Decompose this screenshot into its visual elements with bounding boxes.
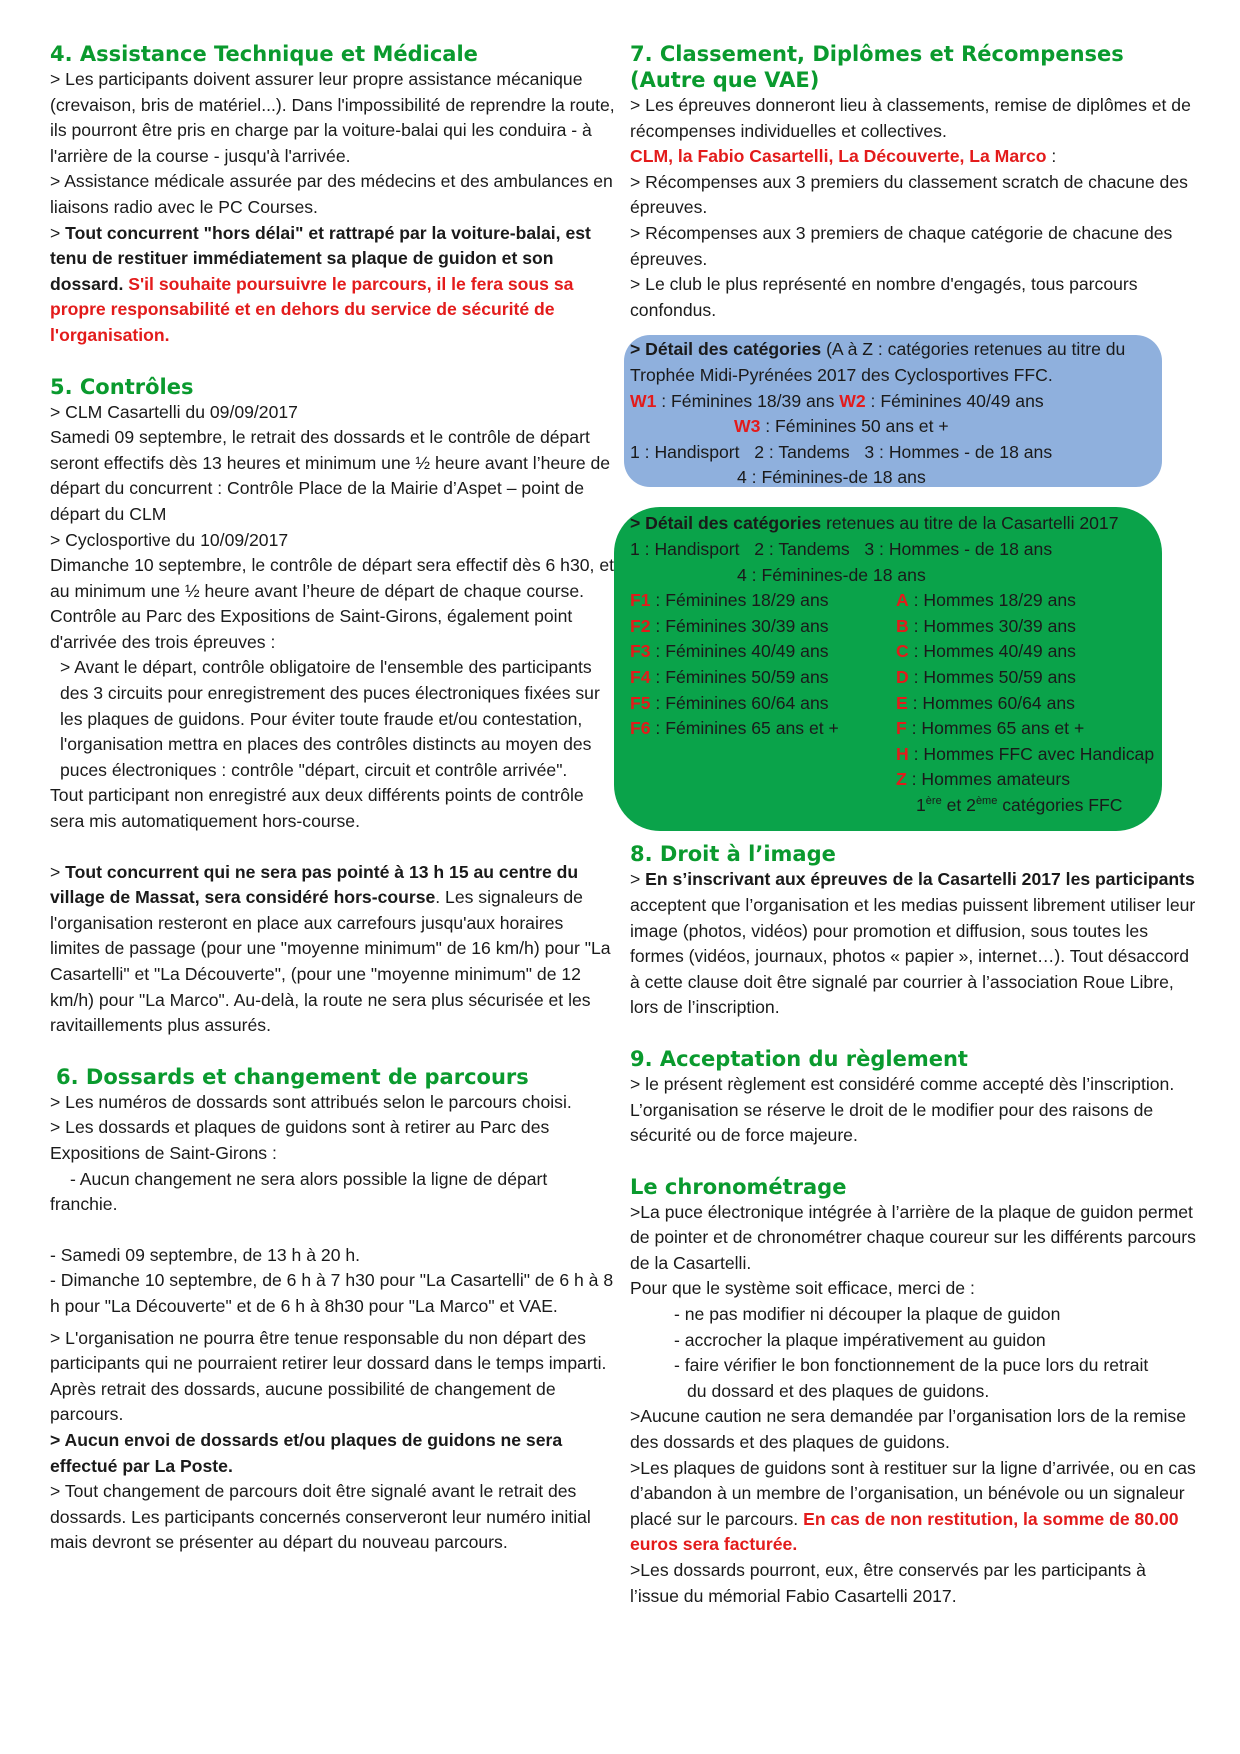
massat-paragraph: > Tout concurrent qui ne sera pas pointé à 13 h 15 au centre du village de Massat, sera considéré hors-course. Les signaleurs de l'organisation resteront en place aux carrefours jusqu'aux horaires limites de passage (pour une "moyenne minimum" de 16 km/h) pour "La Casartelli" et "La Découverte", (pour une "moyenne minimum" de 12 km/h) pour "La Marco". Au-delà, la route ne sera plus sécurisée et les ravitaillements plus assurés. [50,861,611,1036]
section-title-assistance: 4. Assistance Technique et Médicale [50,42,478,66]
section-title-acceptation: 9. Acceptation du règlement [630,1046,968,1071]
dossards-dimanche-text: - Dimanche 10 septembre, de 6 h à 7 h30 pour "La Casartelli" de 6 h à 8 h pour "La Découverte" et de 6 h à 8h30 pour "La Marco" et VAE. [50,1270,614,1316]
category-row: F3 : Féminines 40/49 ans C : Hommes 40/49 ans [630,641,1076,662]
section-acceptation [630,1046,1196,1149]
hors-delai-bold: Tout concurrent "hors délai" et rattrapé par la voiture-balai, est tenu de restituer immédiatement sa plaque de guidon et son dossard. [50,222,591,294]
chrono-restitution-text: >Les plaques de guidons sont à restituer sur la ligne d’arrivée, ou en cas d’abandon à un membre de l’organisation, un bénévole ou un signaleur placé sur le parcours. En cas de non restitution, la somme de 80.00 euros sera facturée. [630,1457,1196,1555]
category-z-detail: 1ère et 2ème catégories FFC [916,794,1123,815]
acceptation-text: > le présent règlement est considéré comme accepté dès l’inscription. L’organisation se réserve le droit de le modifier pour des raisons de sécurité ou de force majeure. [630,1073,1175,1146]
assistance-mecanique-text: > Les participants doivent assurer leur propre assistance mécanique (crevaison, bris de matériel...). Dans l'impossibilité de reprendre la route, ils pourront être pris en charge par la voiture-balai qui les conduira - à l'arrière de la course - jusqu'à l'arrivée. [50,69,615,166]
categories-handisport-line: 1 : Handisport 2 : Tandems 3 : Hommes - de 18 ans [630,538,1053,559]
categories-w1-w2: W1 : Féminines 18/39 ans W2 : Féminines 40/49 ans [630,390,1044,411]
category-row: F2 : Féminines 30/39 ans B : Hommes 30/39 ans [630,615,1076,636]
right-column [630,41,1196,1609]
section-title-dossards: 6. Dossards et changement de parcours [56,1064,529,1089]
non-enregistre-text: Tout participant non enregistré aux deux différents points de contrôle sera mis automatiquement hors-course. [50,785,584,832]
section-subtitle-classement: (Autre que VAE) [630,68,820,92]
category-row: F1 : Féminines 18/29 ans A : Hommes 18/29 ans [630,590,1076,611]
section-dossards [50,1064,618,1556]
category-row: F5 : Féminines 60/64 ans E : Hommes 60/64 ans [630,692,1075,713]
dossards-retrait-text: > Les dossards et plaques de guidons sont à retirer au Parc des Expositions de Saint-Girons : [50,1117,550,1163]
dossards-changement-text: - Aucun changement ne sera alors possible la ligne de départ franchie. [50,1168,548,1215]
recompenses-categorie-text: > Récompenses aux 3 premiers de chaque catégorie de chacune des épreuves. [630,222,1173,269]
recompenses-scratch-text: > Récompenses aux 3 premiers du classement scratch de chacune des épreuves. [630,171,1188,218]
section-chronometrage [630,1174,1196,1610]
dossards-numeros-text: > Les numéros de dossards sont attribués selon le parcours choisi. [50,1091,572,1112]
assistance-medicale-text: > Assistance médicale assurée par des médecins et des ambulances en liaisons radio avec le PC Courses. [50,171,613,217]
section-classement [630,41,1196,323]
categories-feminines-u18: 4 : Féminines-de 18 ans [737,467,926,488]
section-controles [50,374,618,1039]
clm-heading: > CLM Casartelli du 09/09/2017 [50,401,298,422]
left-column [50,41,618,1556]
la-poste-text: > Aucun envoi de dossards et/ou plaques de guidons ne sera effectué par La Poste. [50,1429,563,1476]
chrono-bullet-3: - faire vérifier le bon fonctionnement de la puce lors du retrait [674,1355,1149,1376]
chrono-bullet-3-cont: du dossard et des plaques de guidons. [687,1380,990,1401]
classement-intro-text: > Les épreuves donneront lieu à classements, remise de diplômes et de récompenses individuelles et collectives. [630,95,1191,141]
chrono-caution-text: >Aucune caution ne sera demandée par l’organisation lors de la remise des dossards et des plaques de guidons. [630,1406,1187,1453]
epreuves-list: CLM, la Fabio Casartelli, La Découverte, La Marco : [630,146,1057,167]
chrono-dossards-text: >Les dossards pourront, eux, être conservés par les participants à l’issue du mémorial Fabio Casartelli 2017. [630,1560,1146,1606]
changement-parcours-text: > Tout changement de parcours doit être signalé avant le retrait des dossards. Les participants concernés conserveront leur numéro initial mais devront se présenter au départ du nouveau parcours. [50,1481,591,1553]
controle-obligatoire-text: > Avant le départ, contrôle obligatoire de l'ensemble des participants des 3 circuits pour enregistrement des puces électroniques fixées sur les plaques de guidons. Pour éviter toute fraude et/ou contestation, l'organisation mettra en places des contrôles distincts au moyen des puces électroniques : contrôle "départ, circuit et contrôle arrivée". [60,657,600,780]
categories-ffc-box [624,335,1162,487]
categories-handisport-line: 1 : Handisport 2 : Tandems 3 : Hommes - de 18 ans [630,441,1053,462]
section-assistance [50,41,618,349]
chrono-bullet-1: - ne pas modifier ni découper la plaque de guidon [674,1304,1061,1325]
section-title-controles: 5. Contrôles [50,374,194,399]
categories-w3: W3 : Féminines 50 ans et + [734,416,949,437]
chrono-penalty-text: En cas de non restitution, la somme de 80.00 euros sera facturée. [630,1508,1179,1555]
cyclosportive-text: Dimanche 10 septembre, le contrôle de départ sera effectif dès 6 h30, et au minimum une ½ heure avant l’heure de départ de chaque course. [50,555,614,601]
category-row: F6 : Féminines 65 ans et + F : Hommes 65 ans et + [630,718,1085,739]
cyclosportive-heading: > Cyclosportive du 10/09/2017 [50,529,289,550]
categories-feminines-u18: 4 : Féminines-de 18 ans [737,564,926,585]
categories-casartelli-box [614,507,1162,831]
section-droit-image [630,841,1196,1021]
section-title-classement: 7. Classement, Diplômes et Récompenses [630,42,1124,66]
section-title-chronometrage: Le chronométrage [630,1174,847,1199]
chrono-bullet-2: - accrocher la plaque impérativement au guidon [674,1329,1046,1350]
category-z: Z : Hommes amateurs [896,769,1071,790]
chrono-systeme-text: Pour que le système soit efficace, merci de : [630,1278,975,1299]
non-depart-text: > L'organisation ne pourra être tenue responsable du non départ des participants qui ne pourraient retirer leur dossard dans le temps imparti. Après retrait des dossards, aucune possibilité de changement de parcours. [50,1327,607,1425]
category-row: F4 : Féminines 50/59 ans D : Hommes 50/59 ans [630,666,1076,687]
controle-parc-text: Contrôle au Parc des Expositions de Saint-Girons, également point d'arrivée des trois épreuves : [50,606,573,652]
categories-ffc-heading: > Détail des catégories (A à Z : catégories retenues au titre du Trophée Midi-Pyrénées 2017 des Cyclosportives FFC. [630,339,1126,385]
club-represente-text: > Le club le plus représenté en nombre d'engagés, tous parcours confondus. [630,274,1138,320]
hors-delai-warning: S'il souhaite poursuivre le parcours, il le fera sous sa propre responsabilité et en dehors du service de sécurité de l'organisation. [50,273,574,345]
category-h: H : Hommes FFC avec Handicap [896,743,1155,764]
categories-casartelli-heading: > Détail des catégories retenues au titre de la Casartelli 2017 [630,513,1119,534]
chrono-puce-text: >La puce électronique intégrée à l’arrière de la plaque de guidon permet de pointer et de chronométrer chaque coureur sur les différents parcours de la Casartelli. [630,1201,1196,1273]
massat-bold: Tout concurrent qui ne sera pas pointé à 13 h 15 au centre du village de Massat, sera considéré hors-course [50,861,579,908]
dossards-samedi-text: - Samedi 09 septembre, de 13 h à 20 h. [50,1244,361,1265]
clm-text: Samedi 09 septembre, le retrait des dossards et le contrôle de départ seront effectifs dès 13 heures et minimum une ½ heure avant l’heure de départ du concurrent : Contrôle Place de la Mairie d’Aspet – point de départ du CLM [50,427,611,524]
hors-delai-paragraph: > Tout concurrent "hors délai" et rattrapé par la voiture-balai, est tenu de restituer immédiatement sa plaque de guidon et son dossard. S'il souhaite poursuivre le parcours, il le fera sous sa propre responsabilité et en dehors du service de sécurité de l'organisation. [50,222,591,345]
section-title-droit-image: 8. Droit à l’image [630,842,836,867]
droit-image-text: > En s’inscrivant aux épreuves de la Casartelli 2017 les participants acceptent que l’organisation et les medias puissent librement utiliser leur image (photos, vidéos) pour promotion et diffusion, sous toutes les formes (vidéos, journaux, photos « papier », internet…). Tout désaccord à cette clause doit être signalé par courrier à l’association Roue Libre, lors de l’inscription. [630,869,1196,1018]
massat-rest: . Les signaleurs de l'organisation resteront en place aux carrefours jusqu'aux horaires limites de passage (pour une "moyenne minimum" de 16 km/h) pour "La Casartelli" et "La Découverte", (pour une "moyenne minimum" de 12 km/h) pour "La Marco". Au-delà, la route ne sera plus sécurisée et les ravitaillements plus assurés. [50,887,611,1036]
